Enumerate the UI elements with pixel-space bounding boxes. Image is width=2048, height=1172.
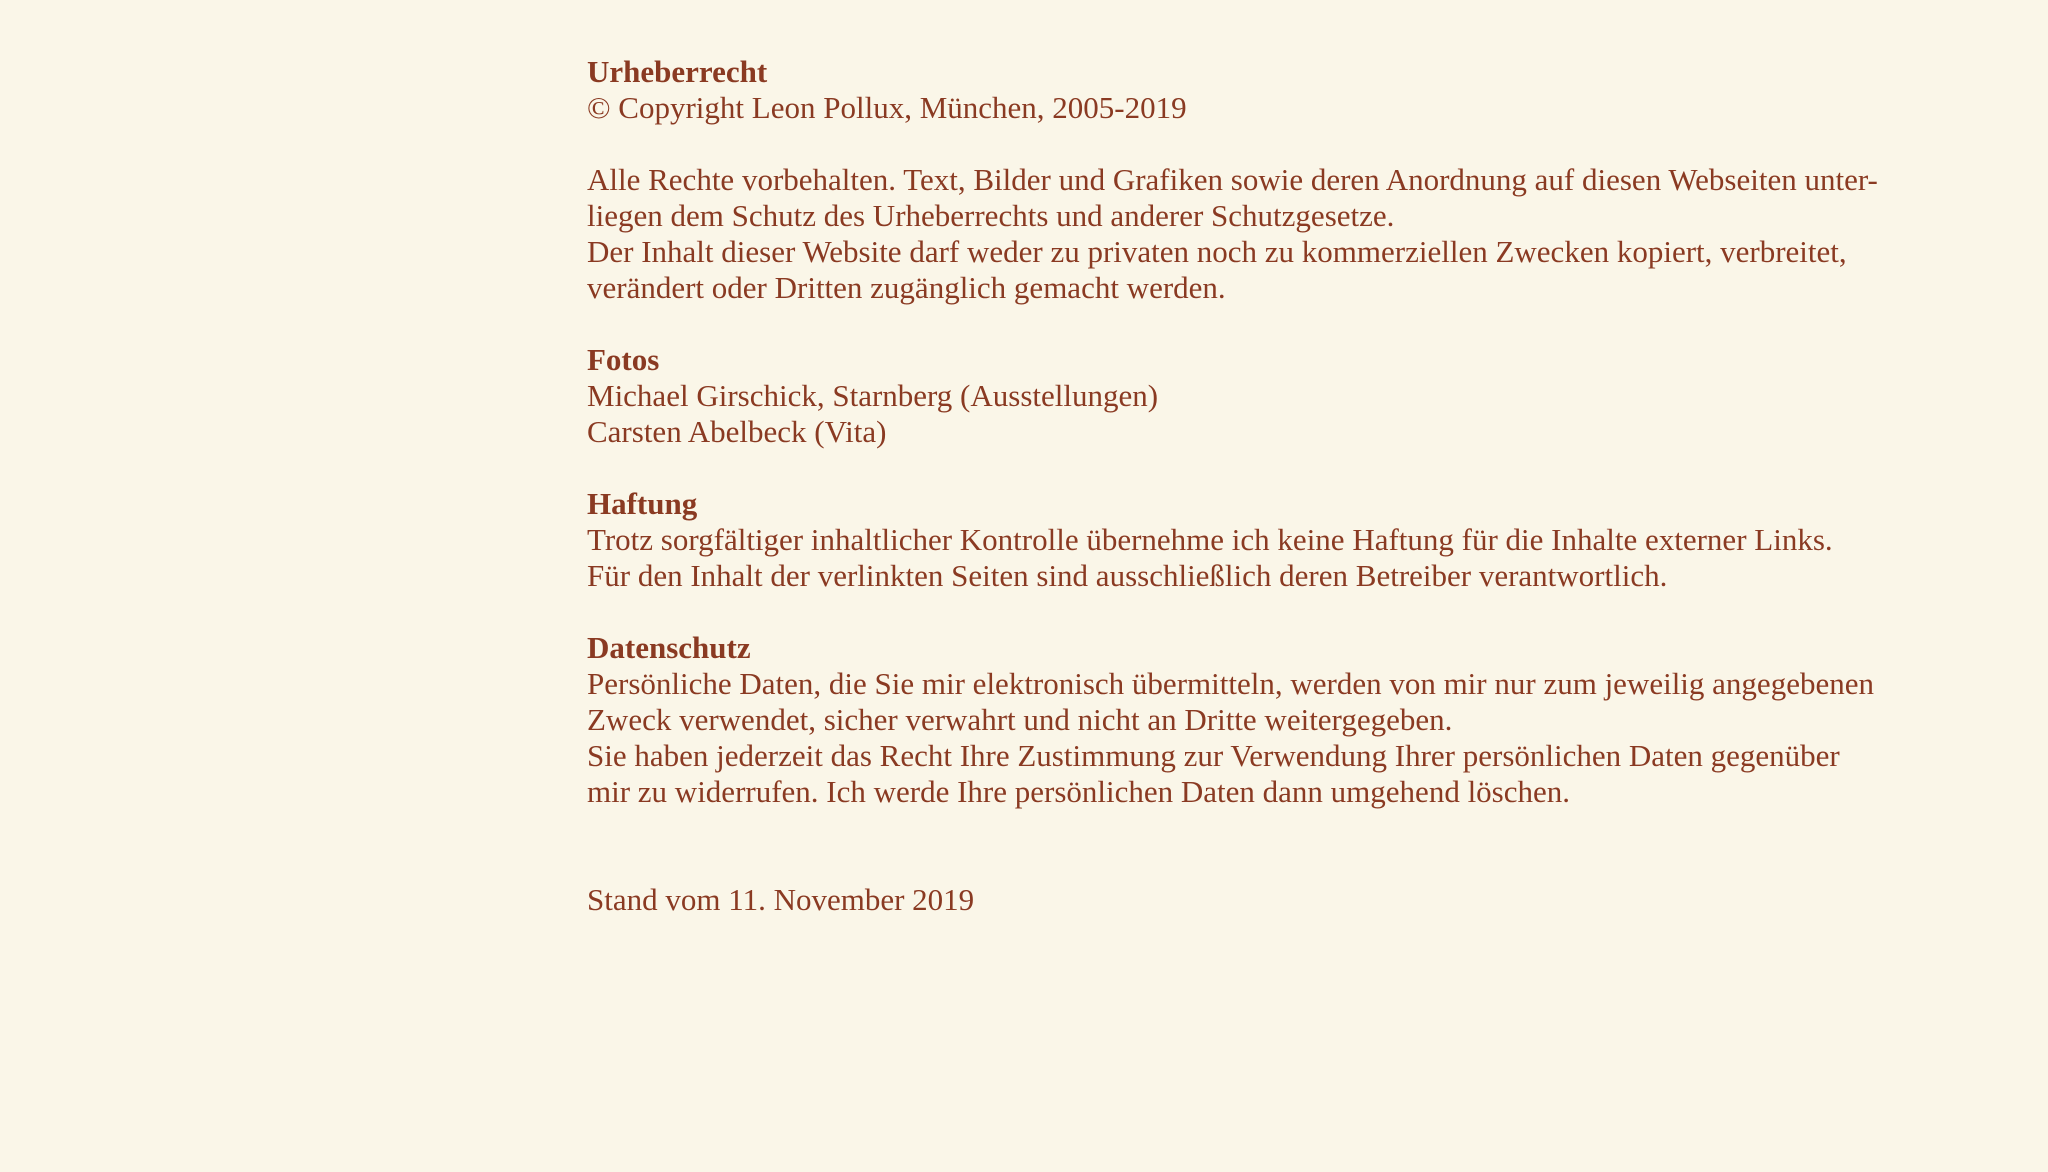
- privacy-heading: Datenschutz: [587, 630, 751, 665]
- privacy-line: Persönliche Daten, die Sie mir elektronisch übermitteln, werden von mir nur zum jeweilig angegebenen: [587, 666, 1874, 701]
- rights-line: Der Inhalt dieser Website darf weder zu privaten noch zu kommerziellen Zwecken kopiert, verbreitet,: [587, 234, 1847, 269]
- liability-heading: Haftung: [587, 486, 698, 521]
- photo-credit: Michael Girschick, Starnberg (Ausstellungen): [587, 378, 1159, 413]
- privacy-line: Zweck verwendet, sicher verwahrt und nicht an Dritte weitergegeben.: [587, 702, 1453, 737]
- liability-line: Trotz sorgfältiger inhaltlicher Kontrolle übernehme ich keine Haftung für die Inhalte externer Links.: [587, 522, 1833, 557]
- last-updated-date: Stand vom 11. November 2019: [587, 882, 975, 917]
- rights-line: Alle Rechte vorbehalten. Text, Bilder und Grafiken sowie deren Anordnung auf diesen Webseiten unter-: [587, 162, 1878, 197]
- copyright-section: [587, 54, 1987, 126]
- rights-line: liegen dem Schutz des Urheberrechts und anderer Schutzgesetze.: [587, 198, 1395, 233]
- photo-credit: Carsten Abelbeck (Vita): [587, 414, 887, 449]
- rights-line: verändert oder Dritten zugänglich gemacht werden.: [587, 270, 1226, 305]
- photos-heading: Fotos: [587, 342, 660, 377]
- photos-section: [587, 342, 1987, 450]
- privacy-section: [587, 630, 1987, 810]
- rights-section: [587, 162, 1987, 306]
- footer: [587, 882, 1987, 918]
- privacy-line: Sie haben jederzeit das Recht Ihre Zustimmung zur Verwendung Ihrer persönlichen Daten gegenüber: [587, 738, 1840, 773]
- copyright-heading: Urheberrecht: [587, 54, 768, 89]
- privacy-line: mir zu widerrufen. Ich werde Ihre persönlichen Daten dann umgehend löschen.: [587, 774, 1571, 809]
- liability-section: [587, 486, 1987, 594]
- copyright-line: © Copyright Leon Pollux, München, 2005-2019: [587, 90, 1187, 125]
- liability-line: Für den Inhalt der verlinkten Seiten sind ausschließlich deren Betreiber verantwortlich.: [587, 558, 1668, 593]
- legal-notice-content: [587, 54, 1987, 918]
